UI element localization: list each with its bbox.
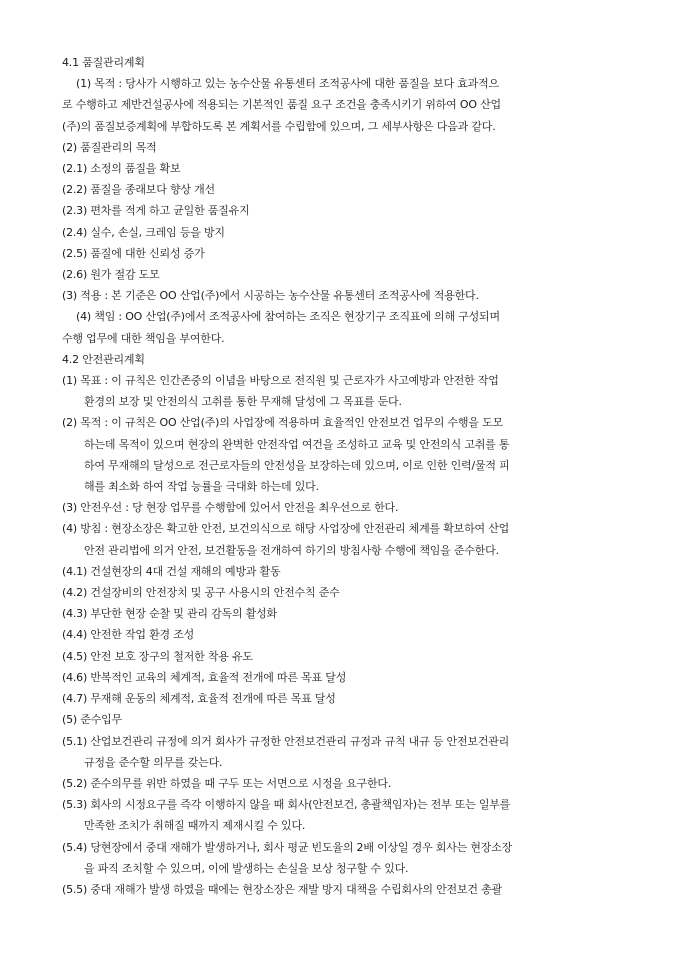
quality-purpose-line-1: (1) 목적 : 당사가 시행하고 있는 농수산물 유통센터 조적공사에 대한 품질을 보다 효과적으 <box>76 77 499 91</box>
quality-purpose-line-2: 로 수행하고 제반건설공사에 적용되는 기본적인 품질 요구 조건을 충족시키기 위하여 OO 산업 <box>62 98 501 112</box>
quality-goal-heading: (2) 품질관리의 목적 <box>62 140 157 154</box>
safety-policy-item: (4.4) 안전한 작업 환경 조성 <box>62 628 195 642</box>
safety-policy-line-2: 안전 관리법에 의거 안전, 보건활동을 전개하여 하기의 방침사항 수행에 책임을 준수한다. <box>84 543 499 557</box>
safety-policy-item: (4.5) 안전 보호 장구의 철저한 착용 유도 <box>62 649 253 663</box>
safety-policy-item: (4.1) 건설현장의 4대 건설 재해의 예방과 활동 <box>62 564 281 578</box>
quality-heading: 4.1 품질관리계획 <box>62 56 145 69</box>
quality-goal-item: (2.1) 소정의 품질을 확보 <box>62 162 181 176</box>
safety-duty-line: 규정을 준수할 의무를 갖는다. <box>84 755 223 769</box>
safety-duty-line: (5.4) 당현장에서 중대 재해가 발생하거나, 회사 평균 빈도율의 2배 이상일 경우 회사는 현장소장 <box>62 840 513 854</box>
safety-duty-line: (5.5) 중대 재해가 발생 하였을 때에는 현장소장은 재발 방지 대책을 수립회사의 안전보건 총괄 <box>62 882 502 896</box>
safety-policy-item: (4.3) 부단한 현장 순찰 및 관리 감독의 활성화 <box>62 607 277 621</box>
safety-goal-line-1: (1) 목표 : 이 규칙은 인간존중의 이념을 바탕으로 전직원 및 근로자가 사고예방과 안전한 작업 <box>62 374 499 388</box>
safety-duty-line: (5.2) 준수의무를 위반 하였을 때 구두 또는 서면으로 시정을 요구한다. <box>62 776 392 790</box>
quality-purpose-line-3: (주)의 품질보증계획에 부합하도록 본 계획서를 수립함에 있으며, 그 세부사항은 다음과 같다. <box>62 119 496 133</box>
quality-responsibility-line-2: 수행 업무에 대한 책임을 부여한다. <box>62 331 225 345</box>
safety-goal-line-2: 환경의 보장 및 안전의식 고취를 통한 무재해 달성에 그 목표를 둔다. <box>84 395 402 409</box>
safety-policy-item: (4.7) 무재해 운동의 체계적, 효율적 전개에 따른 목표 달성 <box>62 692 336 706</box>
safety-purpose-line-4: 해를 최소화 하여 작업 능률을 극대화 하는데 있다. <box>84 480 319 494</box>
quality-scope: (3) 적용 : 본 기준은 OO 산업(주)에서 시공하는 농수산물 유통센터 조적공사에 적용한다. <box>62 289 479 303</box>
safety-purpose-line-3: 하여 무재해의 달성으로 전근로자들의 안전성을 보장하는데 있으며, 이로 인한 인력/물적 피 <box>84 458 510 472</box>
safety-policy-item: (4.6) 반복적인 교육의 체계적, 효율적 전개에 따른 목표 달성 <box>62 670 347 684</box>
quality-goal-item: (2.4) 실수, 손실, 크레임 등을 방지 <box>62 225 225 239</box>
safety-priority: (3) 안전우선 : 당 현장 업무를 수행함에 있어서 안전을 최우선으로 한다. <box>62 501 399 515</box>
safety-duty-line: (5.3) 회사의 시정요구를 즉각 이행하지 않을 때 회사(안전보건, 총괄책임자)는 전부 또는 일부를 <box>62 798 511 812</box>
safety-duty-heading: (5) 준수입무 <box>62 713 122 727</box>
quality-responsibility-line-1: (4) 책임 : OO 산업(주)에서 조적공사에 참여하는 조직은 현장기구 조직표에 의해 구성되며 <box>76 310 500 324</box>
quality-goal-item: (2.3) 편차를 적게 하고 균일한 품질유지 <box>62 204 250 218</box>
safety-heading: 4.2 안전관리계획 <box>62 352 145 366</box>
safety-purpose-line-1: (2) 목적 : 이 규칙은 OO 산업(주)의 사업장에 적용하며 효율적인 안전보건 업무의 수행을 도모 <box>62 416 503 430</box>
safety-policy-item: (4.2) 건설장비의 안전장치 및 공구 사용시의 안전수칙 준수 <box>62 586 340 600</box>
safety-policy-line-1: (4) 방침 : 현장소장은 확고한 안전, 보건의식으로 해당 사업장에 안전관리 체계를 확보하여 산업 <box>62 522 510 536</box>
quality-goal-item: (2.2) 품질을 종래보다 향상 개선 <box>62 183 215 197</box>
safety-duty-line: (5.1) 산업보건관리 규정에 의거 회사가 규정한 안전보건관리 규정과 규칙 내규 등 안전보건관리 <box>62 734 510 748</box>
quality-goal-item: (2.6) 원가 절감 도모 <box>62 268 160 282</box>
safety-purpose-line-2: 하는데 목적이 있으며 현장의 완벽한 안전작업 여건을 조성하고 교육 및 안전의식 고취를 통 <box>84 437 510 451</box>
quality-goal-item: (2.5) 품질에 대한 신뢰성 증가 <box>62 246 205 260</box>
safety-duty-line: 을 파직 조치할 수 있으며, 이에 발생하는 손실을 보상 청구할 수 있다. <box>84 861 409 875</box>
safety-duty-line: 만족한 조치가 취해질 때까지 제재시킬 수 있다. <box>84 819 306 833</box>
